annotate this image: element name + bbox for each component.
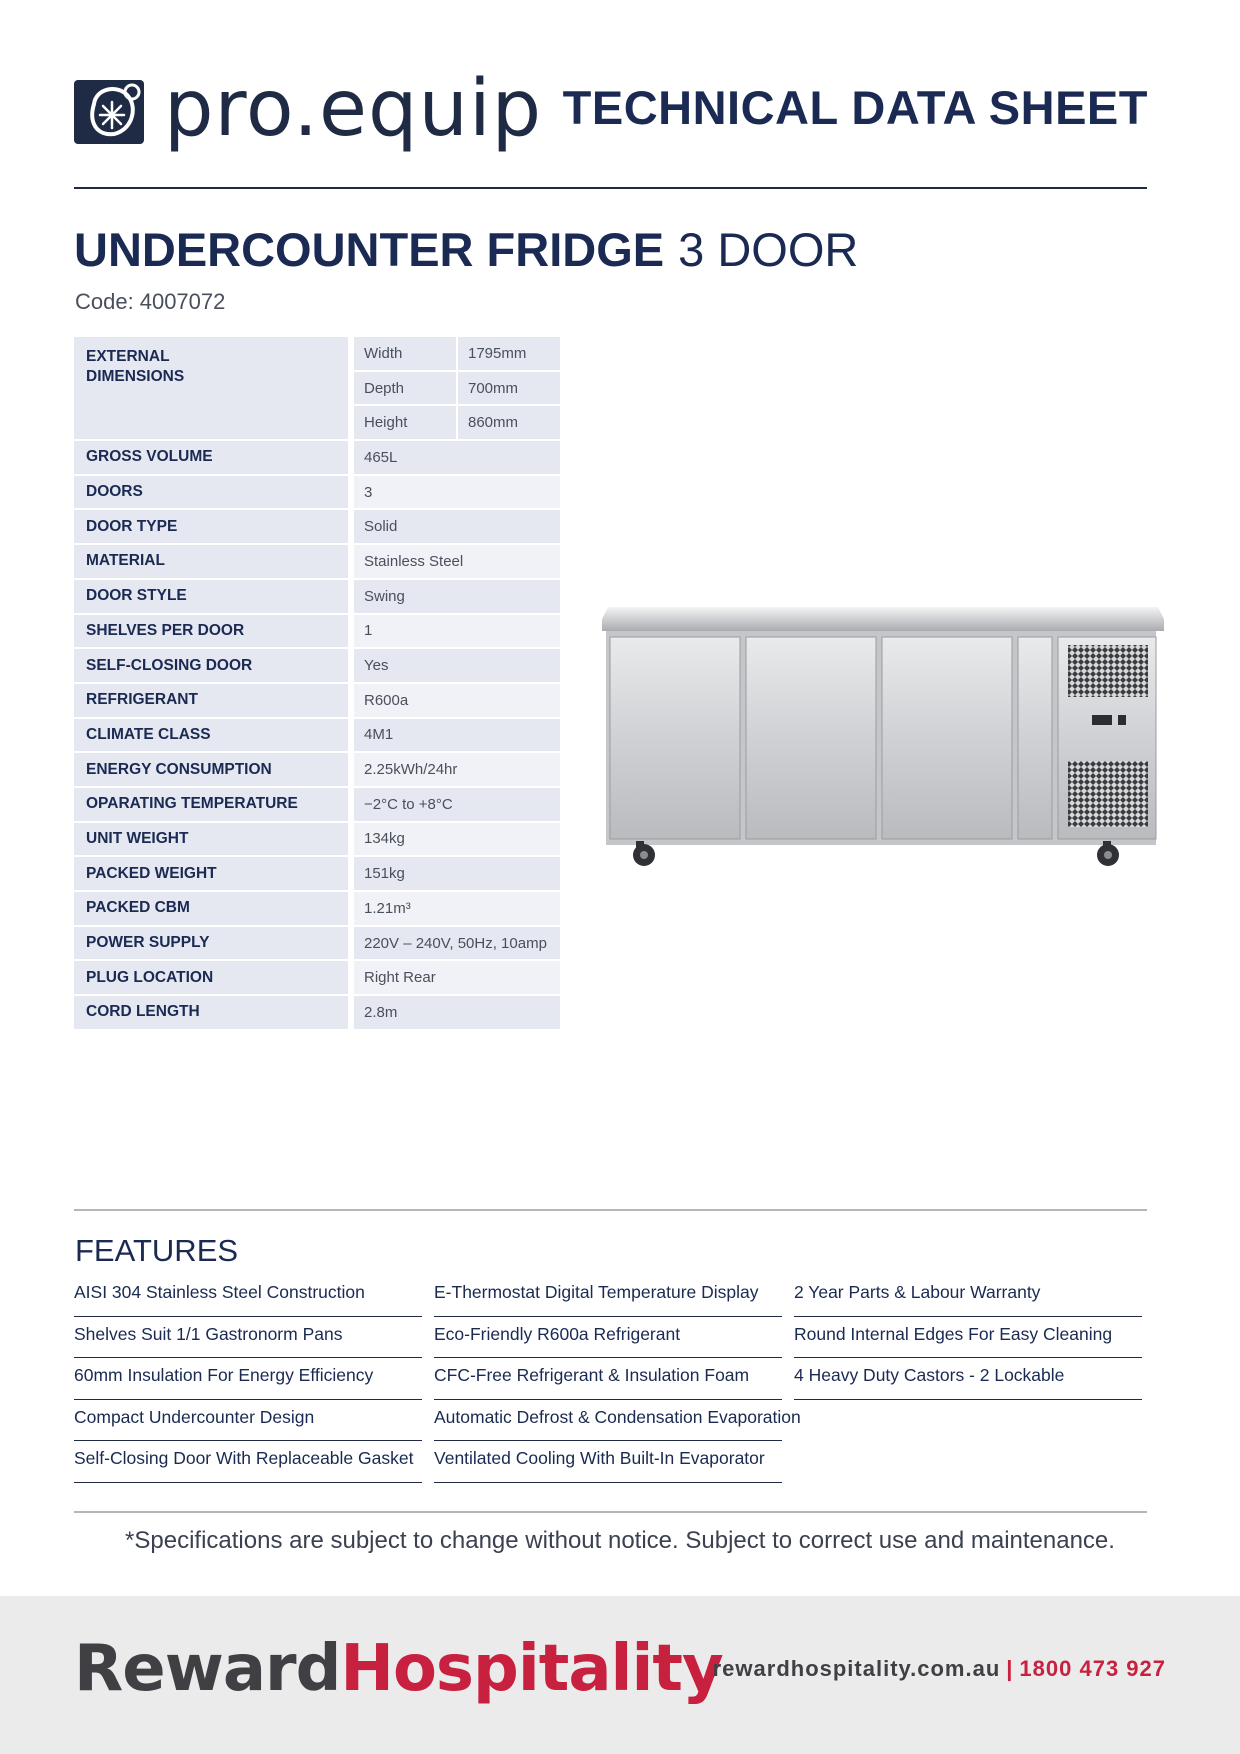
spec-value: 1 <box>348 615 560 650</box>
feature-item: AISI 304 Stainless Steel Construction <box>74 1275 422 1317</box>
feature-item: Shelves Suit 1/1 Gastronorm Pans <box>74 1317 422 1359</box>
dimension-name: Height <box>348 406 456 441</box>
features-column-1 <box>74 1275 422 1483</box>
spec-label: MATERIAL <box>74 545 348 580</box>
spec-table <box>74 337 560 1031</box>
spec-row <box>74 615 560 650</box>
feature-item: Round Internal Edges For Easy Cleaning <box>794 1317 1142 1359</box>
spec-label: PACKED WEIGHT <box>74 857 348 892</box>
spec-label: OPARATING TEMPERATURE <box>74 788 348 823</box>
brand-word-hospitality: Hospitality <box>340 1632 723 1706</box>
undercounter-fridge-image <box>598 605 1166 867</box>
dimension-value: 860mm <box>456 406 560 441</box>
dimension-name: Width <box>348 337 456 372</box>
spec-row <box>74 476 560 511</box>
spec-row <box>74 927 560 962</box>
product-title-main: UNDERCOUNTER FRIDGE <box>74 223 665 276</box>
logo-wordmark: pro.equip <box>164 64 543 154</box>
spec-value: 3 <box>348 476 560 511</box>
feature-item: Ventilated Cooling With Built-In Evaporator <box>434 1441 782 1483</box>
dimension-value: 700mm <box>456 372 560 407</box>
feature-item: Automatic Defrost & Condensation Evaporation <box>434 1400 782 1442</box>
spec-row <box>74 684 560 719</box>
spec-row <box>74 788 560 823</box>
spec-label: GROSS VOLUME <box>74 441 348 476</box>
pro-equip-logo <box>74 64 543 156</box>
spec-label: CLIMATE CLASS <box>74 719 348 754</box>
spec-row <box>74 996 560 1031</box>
spec-row <box>74 857 560 892</box>
spec-value: Swing <box>348 580 560 615</box>
footer <box>0 1596 1240 1754</box>
spec-row <box>74 823 560 858</box>
disclaimer: *Specifications are subject to change without notice. Subject to correct use and maintenance. <box>125 1527 1115 1554</box>
contact-info <box>713 1656 1166 1682</box>
contact-separator: | <box>1006 1656 1014 1681</box>
brand-word-reward: Reward <box>74 1632 341 1706</box>
product-code <box>75 289 225 315</box>
features-divider <box>74 1209 1147 1211</box>
feature-item: 60mm Insulation For Energy Efficiency <box>74 1358 422 1400</box>
dimension-name: Depth <box>348 372 456 407</box>
spec-label: DOOR STYLE <box>74 580 348 615</box>
spec-value: 134kg <box>348 823 560 858</box>
feature-item: E-Thermostat Digital Temperature Display <box>434 1275 782 1317</box>
reward-hospitality-logo <box>74 1632 723 1706</box>
spec-row <box>74 753 560 788</box>
spec-value: 465L <box>348 441 560 476</box>
spec-value: Yes <box>348 649 560 684</box>
features-column-3 <box>794 1275 1142 1400</box>
spec-value: 4M1 <box>348 719 560 754</box>
product-code-value: 4007072 <box>139 289 226 314</box>
dimension-value: 1795mm <box>456 337 560 372</box>
spec-row <box>74 441 560 476</box>
spec-row <box>74 545 560 580</box>
spec-label: POWER SUPPLY <box>74 927 348 962</box>
spec-value: Stainless Steel <box>348 545 560 580</box>
spec-label: CORD LENGTH <box>74 996 348 1031</box>
spec-value: Solid <box>348 510 560 545</box>
spec-row <box>74 892 560 927</box>
header-divider <box>74 187 1147 189</box>
product-title <box>74 222 858 277</box>
spec-label: SELF-CLOSING DOOR <box>74 649 348 684</box>
website-link[interactable]: rewardhospitality.com.au <box>712 1656 1001 1681</box>
product-code-label: Code: <box>75 289 134 314</box>
spec-value: 151kg <box>348 857 560 892</box>
disclaimer-divider <box>74 1511 1147 1513</box>
spec-label <box>74 337 348 441</box>
spec-label: SHELVES PER DOOR <box>74 615 348 650</box>
spec-row <box>74 649 560 684</box>
spec-row <box>74 961 560 996</box>
feature-item: CFC-Free Refrigerant & Insulation Foam <box>434 1358 782 1400</box>
spec-value: 220V – 240V, 50Hz, 10amp <box>348 927 560 962</box>
spec-value: 2.8m <box>348 996 560 1031</box>
spec-label: ENERGY CONSUMPTION <box>74 753 348 788</box>
phone-number[interactable]: 1800 473 927 <box>1019 1656 1166 1681</box>
feature-item: Self-Closing Door With Replaceable Gasket <box>74 1441 422 1483</box>
feature-item: 4 Heavy Duty Castors - 2 Lockable <box>794 1358 1142 1400</box>
dimensions-label-line1: EXTERNAL <box>86 348 170 365</box>
feature-item: Eco-Friendly R600a Refrigerant <box>434 1317 782 1359</box>
spec-value: 1.21m³ <box>348 892 560 927</box>
spec-row <box>74 719 560 754</box>
spec-label: REFRIGERANT <box>74 684 348 719</box>
snowflake-logo-icon <box>74 74 150 150</box>
spec-label: PACKED CBM <box>74 892 348 927</box>
features-column-2 <box>434 1275 801 1483</box>
features-heading: FEATURES <box>75 1233 239 1268</box>
spec-row <box>74 510 560 545</box>
spec-row <box>74 580 560 615</box>
spec-label: DOOR TYPE <box>74 510 348 545</box>
spec-label: PLUG LOCATION <box>74 961 348 996</box>
spec-value: R600a <box>348 684 560 719</box>
spec-label: UNIT WEIGHT <box>74 823 348 858</box>
feature-item: Compact Undercounter Design <box>74 1400 422 1442</box>
spec-row-dimensions <box>74 337 560 372</box>
feature-item: 2 Year Parts & Labour Warranty <box>794 1275 1142 1317</box>
dimensions-label-line2: DIMENSIONS <box>86 368 185 385</box>
spec-label: DOORS <box>74 476 348 511</box>
product-title-sub: 3 DOOR <box>678 223 859 276</box>
spec-value: −2°C to +8°C <box>348 788 560 823</box>
document-heading: TECHNICAL DATA SHEET <box>562 81 1148 134</box>
spec-value: 2.25kWh/24hr <box>348 753 560 788</box>
spec-value: Right Rear <box>348 961 560 996</box>
